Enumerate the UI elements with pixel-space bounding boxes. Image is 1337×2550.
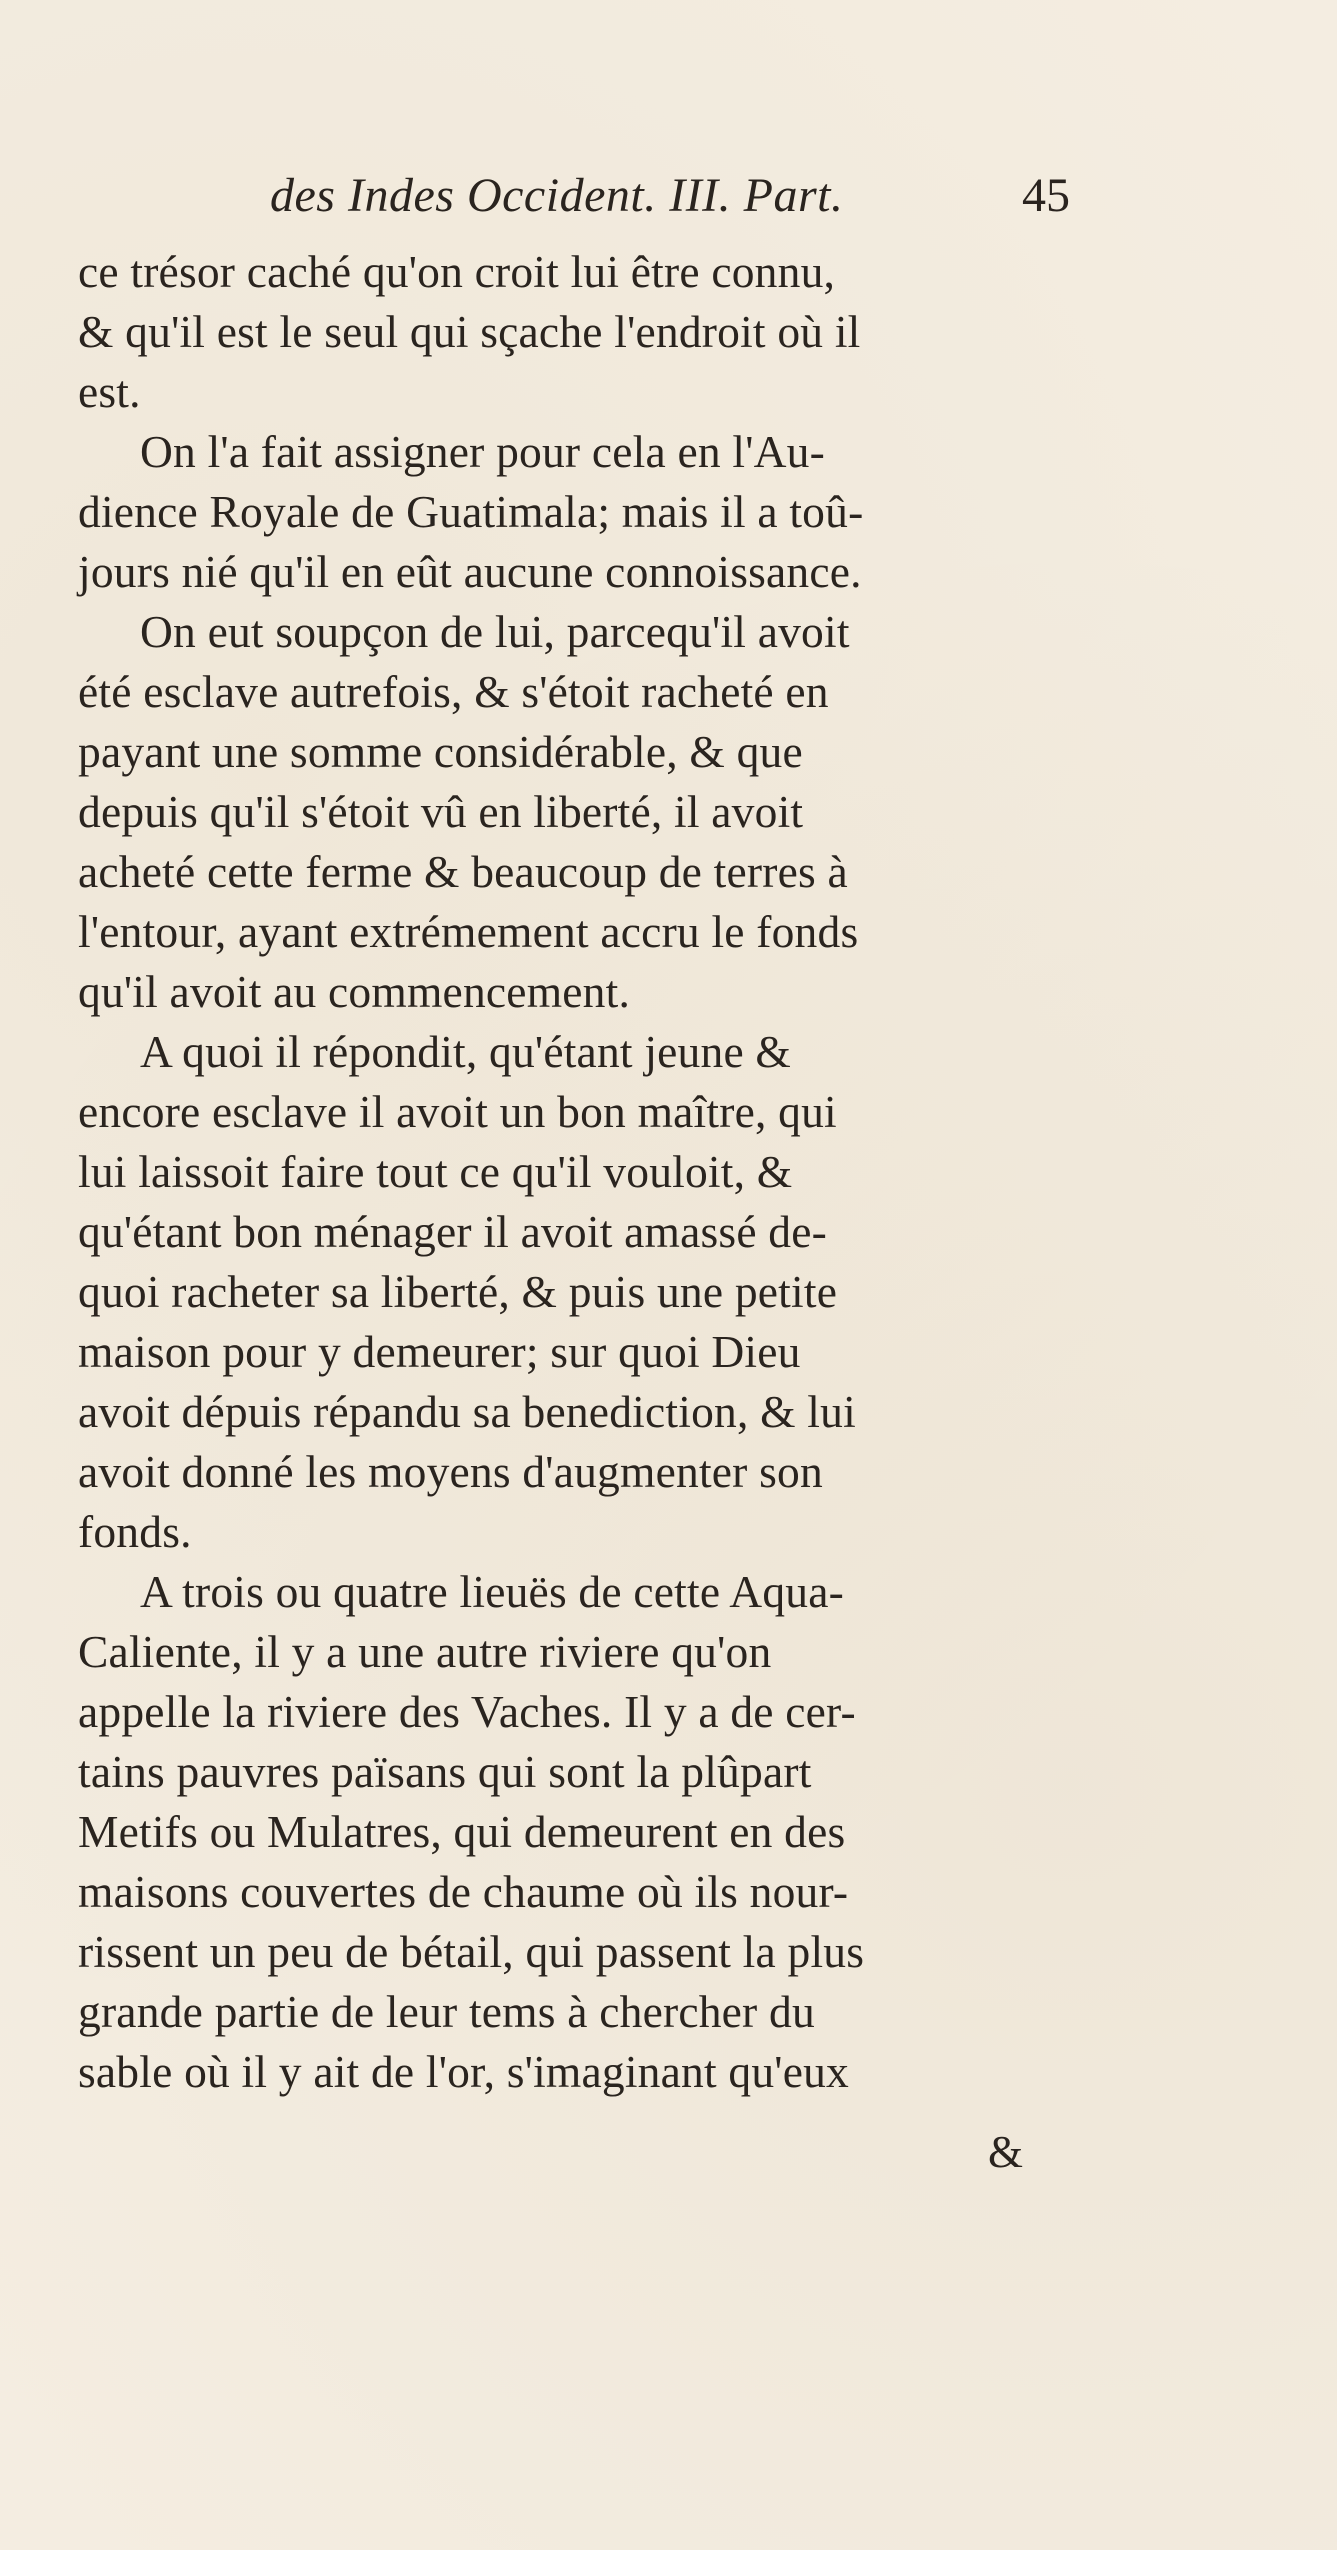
running-title: des Indes Occident. III. Part. — [270, 169, 844, 222]
text-line: Caliente, il y a une autre riviere qu'on — [78, 1626, 772, 1677]
text-line: avoit donné les moyens d'augmenter son — [78, 1446, 823, 1497]
text-line: payant une somme considérable, & que — [78, 726, 803, 777]
text-line: rissent un peu de bétail, qui passent la plus — [78, 1926, 865, 1977]
catchword: & — [988, 2127, 1024, 2177]
text-line: été esclave autrefois, & s'étoit racheté en — [78, 666, 829, 717]
text-line: Metifs ou Mulatres, qui demeurent en des — [78, 1806, 846, 1857]
text-line: maisons couvertes de chaume où ils nour- — [78, 1866, 849, 1917]
text-line: lui laissoit faire tout ce qu'il vouloit, & — [78, 1146, 793, 1197]
text-line: avoit dépuis répandu sa benediction, & lui — [78, 1386, 856, 1437]
text-line: fonds. — [78, 1506, 192, 1557]
text-line: acheté cette ferme & beaucoup de terres à — [78, 846, 848, 897]
text-line: tains pauvres païsans qui sont la plûpart — [78, 1746, 812, 1797]
text-line: depuis qu'il s'étoit vû en liberté, il avoit — [78, 786, 804, 837]
text-line: quoi racheter sa liberté, & puis une petite — [78, 1266, 838, 1317]
text-line: A quoi il répondit, qu'étant jeune & — [140, 1026, 792, 1077]
text-line: dience Royale de Guatimala; mais il a toû- — [78, 486, 864, 537]
text-line: appelle la riviere des Vaches. Il y a de cer- — [78, 1686, 856, 1737]
text-line: qu'il avoit au commencement. — [78, 966, 631, 1017]
text-line: l'entour, ayant extrémement accru le fonds — [78, 906, 859, 957]
text-line: ce trésor caché qu'on croit lui être connu, — [78, 246, 836, 297]
text-line: & qu'il est le seul qui sçache l'endroit où il — [78, 306, 861, 357]
page-header — [270, 168, 1070, 228]
text-line: On l'a fait assigner pour cela en l'Au- — [140, 426, 825, 477]
text-line: est. — [78, 366, 141, 417]
text-line: On eut soupçon de lui, parcequ'il avoit — [140, 606, 850, 657]
text-line: jours nié qu'il en eût aucune connoissance. — [78, 546, 862, 597]
text-line: encore esclave il avoit un bon maître, qui — [78, 1086, 837, 1137]
text-line: A trois ou quatre lieuës de cette Aqua- — [140, 1566, 844, 1617]
text-line: grande partie de leur tems à chercher du — [78, 1986, 815, 2037]
text-line: maison pour y demeurer; sur quoi Dieu — [78, 1326, 801, 1377]
text-line: sable où il y ait de l'or, s'imaginant qu'eux — [78, 2046, 849, 2097]
body-text — [78, 242, 1058, 2102]
text-line: qu'étant bon ménager il avoit amassé de- — [78, 1206, 827, 1257]
page-number: 45 — [1022, 169, 1070, 222]
